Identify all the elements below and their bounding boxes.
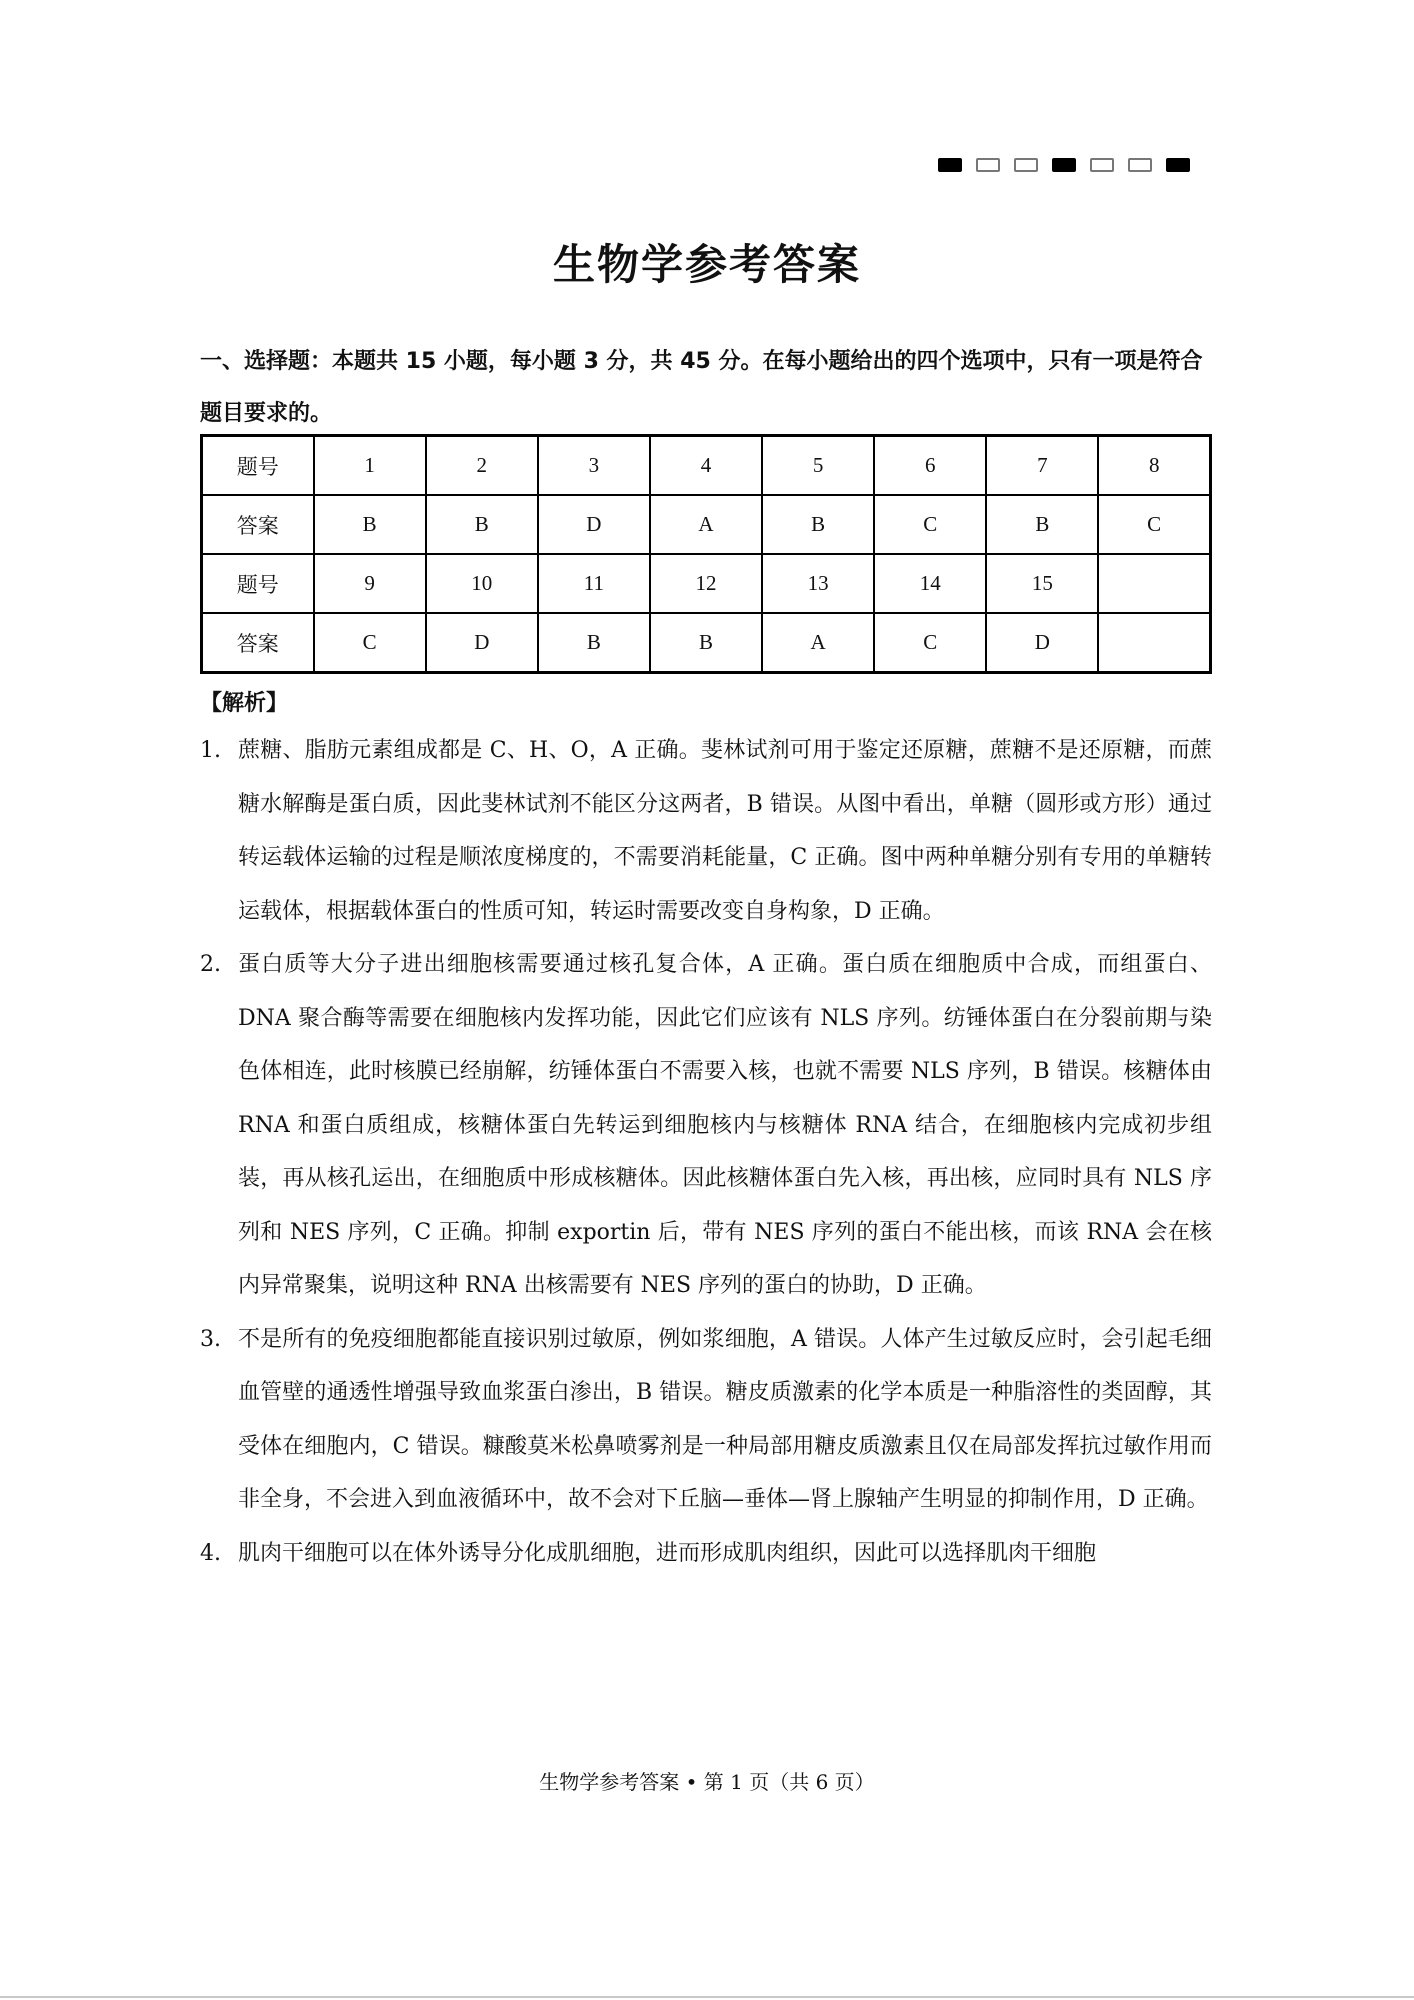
table-cell: D bbox=[426, 613, 538, 673]
header-marks bbox=[938, 158, 1190, 172]
row-label: 答案 bbox=[202, 495, 314, 554]
table-cell: 8 bbox=[1098, 436, 1210, 496]
analysis-item bbox=[200, 1313, 1212, 1527]
table-cell: B bbox=[986, 495, 1098, 554]
table-cell: 2 bbox=[426, 436, 538, 496]
item-number: 2. bbox=[200, 952, 221, 977]
page-footer: 生物学参考答案 • 第 1 页（共 6 页） bbox=[539, 1770, 875, 1794]
item-text: 蛋白质等大分子进出细胞核需要通过核孔复合体，A 正确。蛋白质在细胞质中合成，而组蛋白、DNA 聚合酶等需要在细胞核内发挥功能，因此它们应该有 NLS 序列。纺锤体蛋白在分裂前期与染色体相连，此时核膜已经崩解，纺锤体蛋白不需要入核，也就不需要 NLS 序列，B 错误。核糖体由 RNA 和蛋白质组成，核糖体蛋白先转运到细胞核内与核糖体 RNA 结合，在细胞核内完成初步组装，再从核孔运出，在细胞质中形成核糖体。因此核糖体蛋白先入核，再出核，应同时具有 NLS 序列和 NES 序列，C 正确。抑制 exportin 后，带有 NES 序列的蛋白不能出核，而该 RNA 会在核内异常聚集，说明这种 RNA 出核需要有 NES 序列的蛋白的协助，D 正确。 bbox=[238, 952, 1212, 1298]
header-mark bbox=[976, 158, 1000, 172]
table-cell: B bbox=[314, 495, 426, 554]
analysis-label: 【解析】 bbox=[200, 691, 289, 716]
table-cell: D bbox=[538, 495, 650, 554]
table-cell: C bbox=[314, 613, 426, 673]
answer-table bbox=[200, 434, 1212, 674]
table-cell: 15 bbox=[986, 554, 1098, 613]
row-label: 答案 bbox=[202, 613, 314, 673]
table-cell: C bbox=[874, 495, 986, 554]
table-cell: 1 bbox=[314, 436, 426, 496]
table-row bbox=[202, 554, 1211, 613]
table-cell: A bbox=[650, 495, 762, 554]
table-cell: 13 bbox=[762, 554, 874, 613]
table-cell: 10 bbox=[426, 554, 538, 613]
header-mark bbox=[1014, 158, 1038, 172]
item-number: 3. bbox=[200, 1326, 221, 1352]
table-cell: B bbox=[426, 495, 538, 554]
page-title: 生物学参考答案 bbox=[552, 240, 861, 289]
table-cell: 9 bbox=[314, 554, 426, 613]
table-row bbox=[202, 613, 1211, 673]
header-mark bbox=[938, 158, 962, 172]
table-cell: D bbox=[986, 613, 1098, 673]
table-cell: 5 bbox=[762, 436, 874, 496]
analysis-list bbox=[200, 724, 1212, 1580]
section-heading: 一、选择题：本题共 15 小题，每小题 3 分，共 45 分。在每小题给出的四个选项中，只有一项是符合题目要求的。 bbox=[200, 349, 1203, 426]
table-cell: 14 bbox=[874, 554, 986, 613]
table-cell: B bbox=[650, 613, 762, 673]
bottom-divider bbox=[0, 1996, 1414, 1998]
header-mark bbox=[1166, 158, 1190, 172]
analysis-item bbox=[200, 724, 1212, 938]
table-cell bbox=[1098, 613, 1210, 673]
table-cell: 11 bbox=[538, 554, 650, 613]
table-row bbox=[202, 436, 1211, 496]
table-cell bbox=[1098, 554, 1210, 613]
table-cell: B bbox=[538, 613, 650, 673]
table-cell: 4 bbox=[650, 436, 762, 496]
header-mark bbox=[1052, 158, 1076, 172]
item-text: 肌肉干细胞可以在体外诱导分化成肌细胞，进而形成肌肉组织，因此可以选择肌肉干细胞 bbox=[238, 1540, 1097, 1566]
table-cell: B bbox=[762, 495, 874, 554]
item-number: 4. bbox=[200, 1540, 221, 1566]
table-cell: 12 bbox=[650, 554, 762, 613]
table-cell: 6 bbox=[874, 436, 986, 496]
item-text: 不是所有的免疫细胞都能直接识别过敏原，例如浆细胞，A 错误。人体产生过敏反应时，会引起毛细血管壁的通透性增强导致血浆蛋白渗出，B 错误。糖皮质激素的化学本质是一种脂溶性的类固醇，其受体在细胞内，C 错误。糠酸莫米松鼻喷雾剂是一种局部用糖皮质激素且仅在局部发挥抗过敏作用而非全身，不会进入到血液循环中，故不会对下丘脑—垂体—肾上腺轴产生明显的抑制作用，D 正确。 bbox=[238, 1326, 1212, 1512]
item-number: 1. bbox=[200, 738, 221, 763]
table-row bbox=[202, 495, 1211, 554]
table-cell: A bbox=[762, 613, 874, 673]
table-cell: C bbox=[874, 613, 986, 673]
header-mark bbox=[1128, 158, 1152, 172]
analysis-item bbox=[200, 1527, 1212, 1581]
table-cell: C bbox=[1098, 495, 1210, 554]
analysis-item bbox=[200, 938, 1212, 1313]
header-mark bbox=[1090, 158, 1114, 172]
item-text: 蔗糖、脂肪元素组成都是 C、H、O，A 正确。斐林试剂可用于鉴定还原糖，蔗糖不是还原糖，而蔗糖水解酶是蛋白质，因此斐林试剂不能区分这两者，B 错误。从图中看出，单糖（圆形或方形）通过转运载体运输的过程是顺浓度梯度的，不需要消耗能量，C 正确。图中两种单糖分别有专用的单糖转运载体，根据载体蛋白的性质可知，转运时需要改变自身构象，D 正确。 bbox=[238, 738, 1212, 924]
table-cell: 3 bbox=[538, 436, 650, 496]
row-label: 题号 bbox=[202, 554, 314, 613]
table-cell: 7 bbox=[986, 436, 1098, 496]
row-label: 题号 bbox=[202, 436, 314, 496]
